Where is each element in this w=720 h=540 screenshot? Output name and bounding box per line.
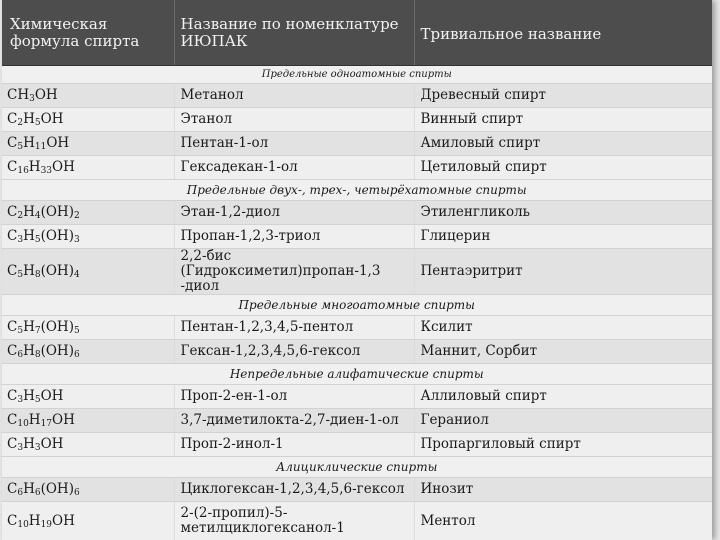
iupac-name-cell: Этан-1,2-диол bbox=[174, 201, 414, 225]
trivial-name-cell: Глицерин bbox=[414, 225, 712, 249]
formula-cell: $CH_3OH$ bbox=[2, 84, 174, 108]
section-title: Предельные одноатомные спирты bbox=[2, 66, 712, 84]
section-header-row bbox=[2, 457, 712, 478]
formula-cell: $C_{16}H_{33}OH$ bbox=[2, 156, 174, 180]
formula-cell: $C_3H_5(OH)_3$ bbox=[2, 225, 174, 249]
table-row bbox=[2, 340, 712, 364]
header-row bbox=[2, 0, 712, 66]
iupac-name-cell: Пентан-1-ол bbox=[174, 132, 414, 156]
iupac-name-cell: Гексан-1,2,3,4,5,6-гексол bbox=[174, 340, 414, 364]
section-header-row bbox=[2, 295, 712, 316]
formula-cell: $C_{10}H_{19}OH$ bbox=[2, 502, 174, 540]
formula-cell: $C_3H_5OH$ bbox=[2, 385, 174, 409]
section-header-row bbox=[2, 66, 712, 84]
section-title: Предельные двух-, трех-, четырёхатомные спирты bbox=[2, 180, 712, 201]
iupac-name-cell: Пентан-1,2,3,4,5-пентол bbox=[174, 316, 414, 340]
formula-cell: $C_5H_7(OH)_5$ bbox=[2, 316, 174, 340]
section-title: Алициклические спирты bbox=[2, 457, 712, 478]
iupac-name-cell: Метанол bbox=[174, 84, 414, 108]
formula-cell: $C_3H_3OH$ bbox=[2, 433, 174, 457]
section-title: Предельные многоатомные спирты bbox=[2, 295, 712, 316]
section-title: Непредельные алифатические спирты bbox=[2, 364, 712, 385]
trivial-name-cell: Древесный спирт bbox=[414, 84, 712, 108]
table-row bbox=[2, 108, 712, 132]
table-row bbox=[2, 433, 712, 457]
trivial-name-cell: Гераниол bbox=[414, 409, 712, 433]
formula-cell: $C_2H_5OH$ bbox=[2, 108, 174, 132]
table-row bbox=[2, 84, 712, 108]
formula-cell: $C_{10}H_{17}OH$ bbox=[2, 409, 174, 433]
formula-cell: $C_6H_6(OH)_6$ bbox=[2, 478, 174, 502]
iupac-name-cell: Циклогексан-1,2,3,4,5,6-гексол bbox=[174, 478, 414, 502]
iupac-name-cell: Проп-2-инол-1 bbox=[174, 433, 414, 457]
formula-cell: $C_6H_8(OH)_6$ bbox=[2, 340, 174, 364]
trivial-name-cell: Пентаэритрит bbox=[414, 249, 712, 295]
header-trivial: Тривиальное название bbox=[414, 0, 712, 66]
formula-cell: $C_2H_4(OH)_2$ bbox=[2, 201, 174, 225]
table-row bbox=[2, 249, 712, 295]
table-row bbox=[2, 132, 712, 156]
trivial-name-cell: Маннит, Сорбит bbox=[414, 340, 712, 364]
alcohols-table bbox=[2, 0, 712, 540]
iupac-name-cell: 3,7-диметилокта-2,7-диен-1-ол bbox=[174, 409, 414, 433]
trivial-name-cell: Ментол bbox=[414, 502, 712, 540]
trivial-name-cell: Пропаргиловый спирт bbox=[414, 433, 712, 457]
page bbox=[2, 0, 712, 540]
iupac-name-cell: 2-(2-пропил)-5-метилциклогексанол-1 bbox=[174, 502, 414, 540]
table-row bbox=[2, 502, 712, 540]
formula-cell: $C_5H_8(OH)_4$ bbox=[2, 249, 174, 295]
table-row bbox=[2, 409, 712, 433]
formula-cell: $C_5H_{11}OH$ bbox=[2, 132, 174, 156]
iupac-name-cell: Гексадекан-1-ол bbox=[174, 156, 414, 180]
trivial-name-cell: Амиловый спирт bbox=[414, 132, 712, 156]
table-row bbox=[2, 316, 712, 340]
trivial-name-cell: Этиленгликоль bbox=[414, 201, 712, 225]
table-row bbox=[2, 478, 712, 502]
table-row bbox=[2, 156, 712, 180]
trivial-name-cell: Аллиловый спирт bbox=[414, 385, 712, 409]
header-formula: Химическая формула спирта bbox=[2, 0, 174, 66]
header-iupac: Название по номенклатуре ИЮПАК bbox=[174, 0, 414, 66]
iupac-name-cell: Проп-2-ен-1-ол bbox=[174, 385, 414, 409]
section-header-row bbox=[2, 180, 712, 201]
table-row bbox=[2, 225, 712, 249]
table-body bbox=[2, 66, 712, 540]
trivial-name-cell: Инозит bbox=[414, 478, 712, 502]
iupac-name-cell: Пропан-1,2,3-триол bbox=[174, 225, 414, 249]
trivial-name-cell: Цетиловый спирт bbox=[414, 156, 712, 180]
table-row bbox=[2, 201, 712, 225]
table-row bbox=[2, 385, 712, 409]
iupac-name-cell: Этанол bbox=[174, 108, 414, 132]
trivial-name-cell: Винный спирт bbox=[414, 108, 712, 132]
iupac-name-cell: 2,2-бис (Гидроксиметил)пропан-1,3 -диол bbox=[174, 249, 414, 295]
trivial-name-cell: Ксилит bbox=[414, 316, 712, 340]
section-header-row bbox=[2, 364, 712, 385]
